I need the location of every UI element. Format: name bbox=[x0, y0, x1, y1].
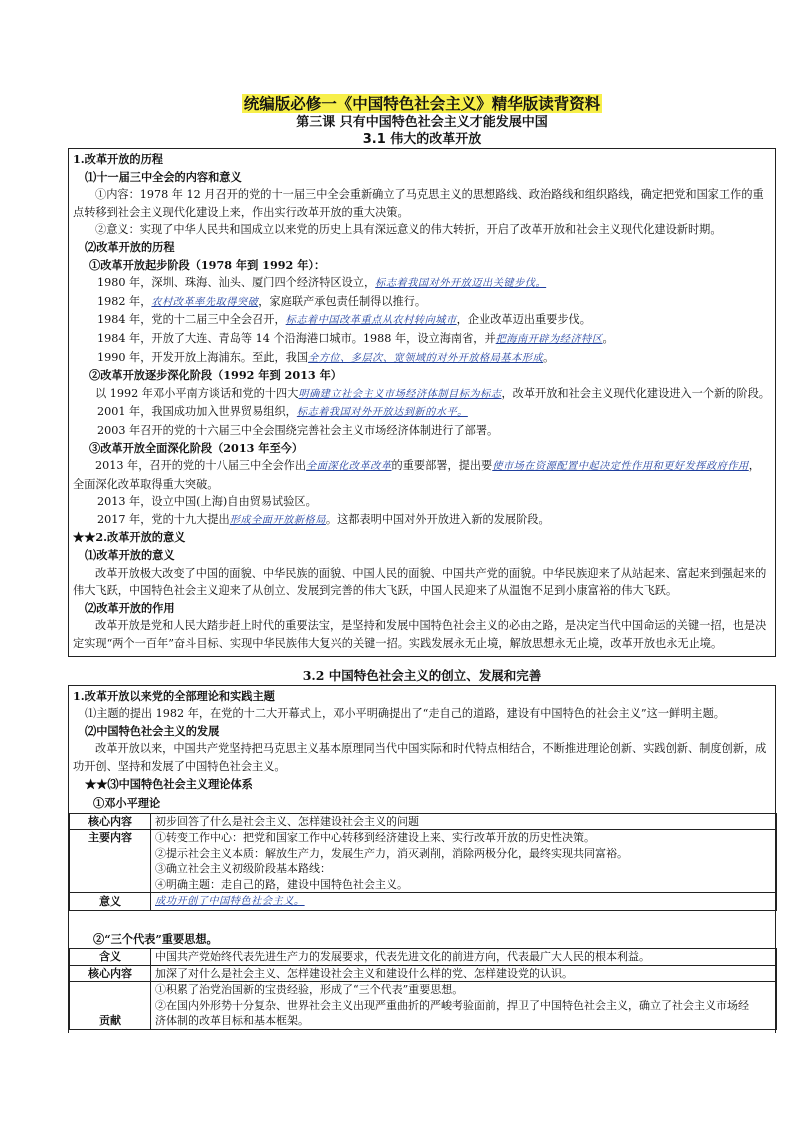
three-represents-table bbox=[69, 948, 777, 1030]
item-2001-note: 标志着我国对外开放达到新的水平。 bbox=[296, 407, 468, 419]
three-con-2a: ②在国内外形势十分复杂、世界社会主义出现严重曲折的严峻考验面前，捍卫了中国特色社会主义，确立了社会主义市场经 bbox=[155, 998, 749, 1012]
item-1982-text: 1982 年， bbox=[97, 294, 152, 308]
item-1980 bbox=[73, 274, 771, 293]
heading-significance: ★★2.改革开放的意义 bbox=[73, 530, 186, 545]
heading-role: ⑵改革开放的作用 bbox=[85, 600, 175, 615]
deng-sig-label: 意义 bbox=[70, 893, 151, 911]
lesson-title: 第三课 只有中国特色社会主义才能发展中国 bbox=[296, 115, 548, 130]
deng-core-label: 核心内容 bbox=[70, 813, 151, 830]
deng-sig bbox=[151, 893, 777, 911]
page bbox=[68, 94, 776, 1033]
deng-sig-note: 成功开创了中国特色社会主义。 bbox=[155, 896, 305, 908]
item-2013-note-1: 全面深化改革改革 bbox=[306, 461, 392, 473]
heading-theory-system: ★★⑶中国特色社会主义理论体系 bbox=[85, 776, 253, 791]
table-row bbox=[70, 893, 777, 911]
three-represents-title: ②“三个代表”重要思想。 bbox=[93, 931, 218, 946]
item-2013-mid: 的重要部署，提出要 bbox=[391, 459, 493, 473]
item-1988-note: 把海南开辟为经济特区 bbox=[495, 333, 603, 345]
item-2013-tail: ，全面深化改革取得重大突破。 bbox=[73, 459, 760, 491]
three-con-1: ①积累了治党治国新的宝贵经验，形成了“三个代表”重要思想。 bbox=[155, 983, 464, 997]
section-3-1-box bbox=[68, 148, 776, 657]
heading-development: ⑵中国特色社会主义的发展 bbox=[85, 723, 220, 738]
plenum-content: ①内容：1978 年 12 月召开的党的十一届三中全会重新确立了马克思主义的思想路线、政治路线和组织路线，确定把党和国家工作的重点转移到社会主义现代化建设上来，作出实行改革开放的重大决策。 bbox=[73, 188, 764, 219]
item-2017-note: 形成全面开放新格局 bbox=[229, 514, 326, 526]
item-1990-note: 全方位、多层次、宽领域的对外开放格局基本形成 bbox=[308, 352, 544, 364]
theme-text: ⑴主题的提出 1982 年，在党的十二大开幕式上，邓小平明确提出了“走自己的道路，建设有中国特色的社会主义”这一鲜明主题。 bbox=[85, 707, 725, 721]
item-1992-text: 以 1992 年邓小平南方谈话和党的十四大 bbox=[95, 386, 299, 400]
item-1980-text: 1980 年，深圳、珠海、汕头、厦门四个经济特区设立， bbox=[97, 276, 376, 290]
deng-main-3: ③确立社会主义初级阶段基本路线： bbox=[155, 862, 331, 876]
table-row bbox=[70, 982, 777, 1030]
three-core: 加深了对什么是社会主义、怎样建设社会主义和建设什么样的党、怎样建设党的认识。 bbox=[151, 965, 777, 982]
heading-theme: 1.改革开放以来党的全部理论和实践主题 bbox=[73, 688, 275, 703]
three-con bbox=[151, 982, 777, 1030]
heading-plenum: ⑴十一届三中全会的内容和意义 bbox=[85, 169, 242, 184]
item-1982-tail: ，家庭联产承包责任制得以推行。 bbox=[258, 294, 427, 308]
item-1992-note: 明确建立社会主义市场经济体制目标为标志 bbox=[298, 388, 502, 400]
item-2013 bbox=[73, 457, 771, 493]
doc-title-text: 统编版必修一《中国特色社会主义》精华版读背资料 bbox=[243, 94, 601, 113]
three-con-2b: 济体制的改革目标和基本框架。 bbox=[155, 1014, 309, 1028]
three-def-label: 含义 bbox=[70, 949, 151, 966]
item-2017-text: 2017 年，党的十九大提出 bbox=[97, 512, 230, 526]
item-1992-tail: ，改革开放和社会主义现代化建设进入一个新的阶段。 bbox=[501, 386, 770, 400]
section-title-3-1: 3.1 伟大的改革开放 bbox=[362, 132, 482, 147]
item-2017 bbox=[73, 511, 771, 530]
deng-main-2: ②提示社会主义本质：解放生产力，发展生产力，消灭剥削，消除两极分化，最终实现共同富裕。 bbox=[155, 846, 628, 860]
item-1984-tail: ，企业改革迈出重要步伐。 bbox=[456, 313, 591, 327]
item-1984-text: 1984 年，党的十二届三中全会召开， bbox=[97, 313, 286, 327]
item-1988-tail: 。 bbox=[602, 331, 614, 345]
doc-title bbox=[68, 94, 776, 114]
item-2001 bbox=[73, 403, 771, 422]
item-1990 bbox=[73, 349, 771, 368]
three-con-label: 贡献 bbox=[70, 982, 151, 1030]
deng-main-label: 主要内容 bbox=[70, 830, 151, 893]
significance-text: 改革开放极大改变了中国的面貌、中华民族的面貌、中国人民的面貌、中国共产党的面貌。中华民族迎来了从站起来、富起来到强起来的伟大飞跃，中国特色社会主义迎来了从创立、发展到完善的伟大飞跃，中国人民迎来了从温饱不足到小康富裕的伟大飞跃。 bbox=[73, 566, 767, 598]
section-title-3-2: 3.2 中国特色社会主义的创立、发展和完善 bbox=[302, 667, 542, 683]
item-1984 bbox=[73, 311, 771, 330]
item-2001-text: 2001 年，我国成功加入世界贸易组织， bbox=[97, 405, 297, 419]
deng-theory-title: ①邓小平理论 bbox=[93, 796, 161, 811]
section-3-2-box bbox=[68, 685, 776, 1033]
three-core-label: 核心内容 bbox=[70, 965, 151, 982]
item-1990-text: 1990 年，开发开放上海浦东。至此，我国 bbox=[97, 350, 309, 364]
deng-theory-table bbox=[69, 813, 777, 911]
item-1988 bbox=[73, 330, 771, 349]
deng-main-1: ①转变工作中心：把党和国家工作中心转移到经济建设上来、实行改革开放的历史性决策。 bbox=[155, 831, 595, 845]
heading-significance-sub: ⑴改革开放的意义 bbox=[85, 548, 175, 563]
item-1980-note: 标志着我国对外开放迈出关键步伐。 bbox=[375, 278, 547, 290]
item-1984-note: 标志着中国改革重点从农村转向城市 bbox=[285, 315, 457, 327]
development-text: 改革开放以来，中国共产党坚持把马克思主义基本原理同当代中国实际和时代特点相结合，不断推进理论创新、实践创新、制度创新，成功开创、坚持和发展了中国特色社会主义。 bbox=[73, 742, 767, 773]
item-2013-note-2: 使市场在资源配置中起决定性作用和更好发挥政府作用 bbox=[492, 461, 749, 473]
item-1982 bbox=[73, 293, 771, 312]
item-2013-ftz: 2013 年，设立中国(上海)自由贸易试验区。 bbox=[97, 495, 317, 509]
table-row bbox=[70, 830, 777, 893]
item-1982-note: 农村改革率先取得突破 bbox=[151, 296, 259, 308]
item-2013-text: 2013 年，召开的党的十八届三中全会作出 bbox=[95, 459, 307, 473]
stage-3-heading: ③改革开放全面深化阶段（2013 年至今） bbox=[89, 440, 304, 455]
item-2017-tail: 。这都表明中国对外开放进入新的发展阶段。 bbox=[325, 512, 550, 526]
role-text: 改革开放是党和人民大踏步赶上时代的重要法宝，是坚持和发展中国特色社会主义的必由之路，是决定当代中国命运的关键一招，也是决定实现“两个一百年”奋斗目标、实现中华民族伟大复兴的关键一招。实践发展永无止境，解放思想永无止境，改革开放也永无止境。 bbox=[73, 619, 767, 651]
spacer bbox=[73, 911, 771, 929]
item-1988-text: 1984 年，开放了大连、青岛等 14 个沿海港口城市。1988 年，设立海南省，并 bbox=[97, 331, 496, 345]
item-2003: 2003 年召开的党的十六届三中全会围绕完善社会主义市场经济体制进行了部署。 bbox=[97, 423, 499, 437]
three-def: 中国共产党始终代表先进生产力的发展要求，代表先进文化的前进方向，代表最广大人民的根本利益。 bbox=[151, 949, 777, 966]
deng-main bbox=[151, 830, 777, 893]
deng-core: 初步回答了什么是社会主义、怎样建设社会主义的问题 bbox=[151, 813, 777, 830]
heading-course: ⑵改革开放的历程 bbox=[85, 239, 175, 254]
plenum-meaning: ②意义：实现了中华人民共和国成立以来党的历史上具有深远意义的伟大转折，开启了改革开放和社会主义现代化建设新时期。 bbox=[95, 223, 722, 237]
table-row bbox=[70, 813, 777, 830]
item-1990-tail: 。 bbox=[543, 350, 555, 364]
stage-1-heading: ①改革开放起步阶段（1978 年到 1992 年）： bbox=[89, 257, 326, 272]
table-row bbox=[70, 965, 777, 982]
stage-2-heading: ②改革开放逐步深化阶段（1992 年到 2013 年） bbox=[89, 368, 342, 383]
table-row bbox=[70, 949, 777, 966]
deng-main-4: ④明确主题：走自己的路，建设中国特色社会主义。 bbox=[155, 877, 408, 891]
item-1992 bbox=[73, 385, 771, 404]
heading-history: 1.改革开放的历程 bbox=[73, 152, 163, 166]
